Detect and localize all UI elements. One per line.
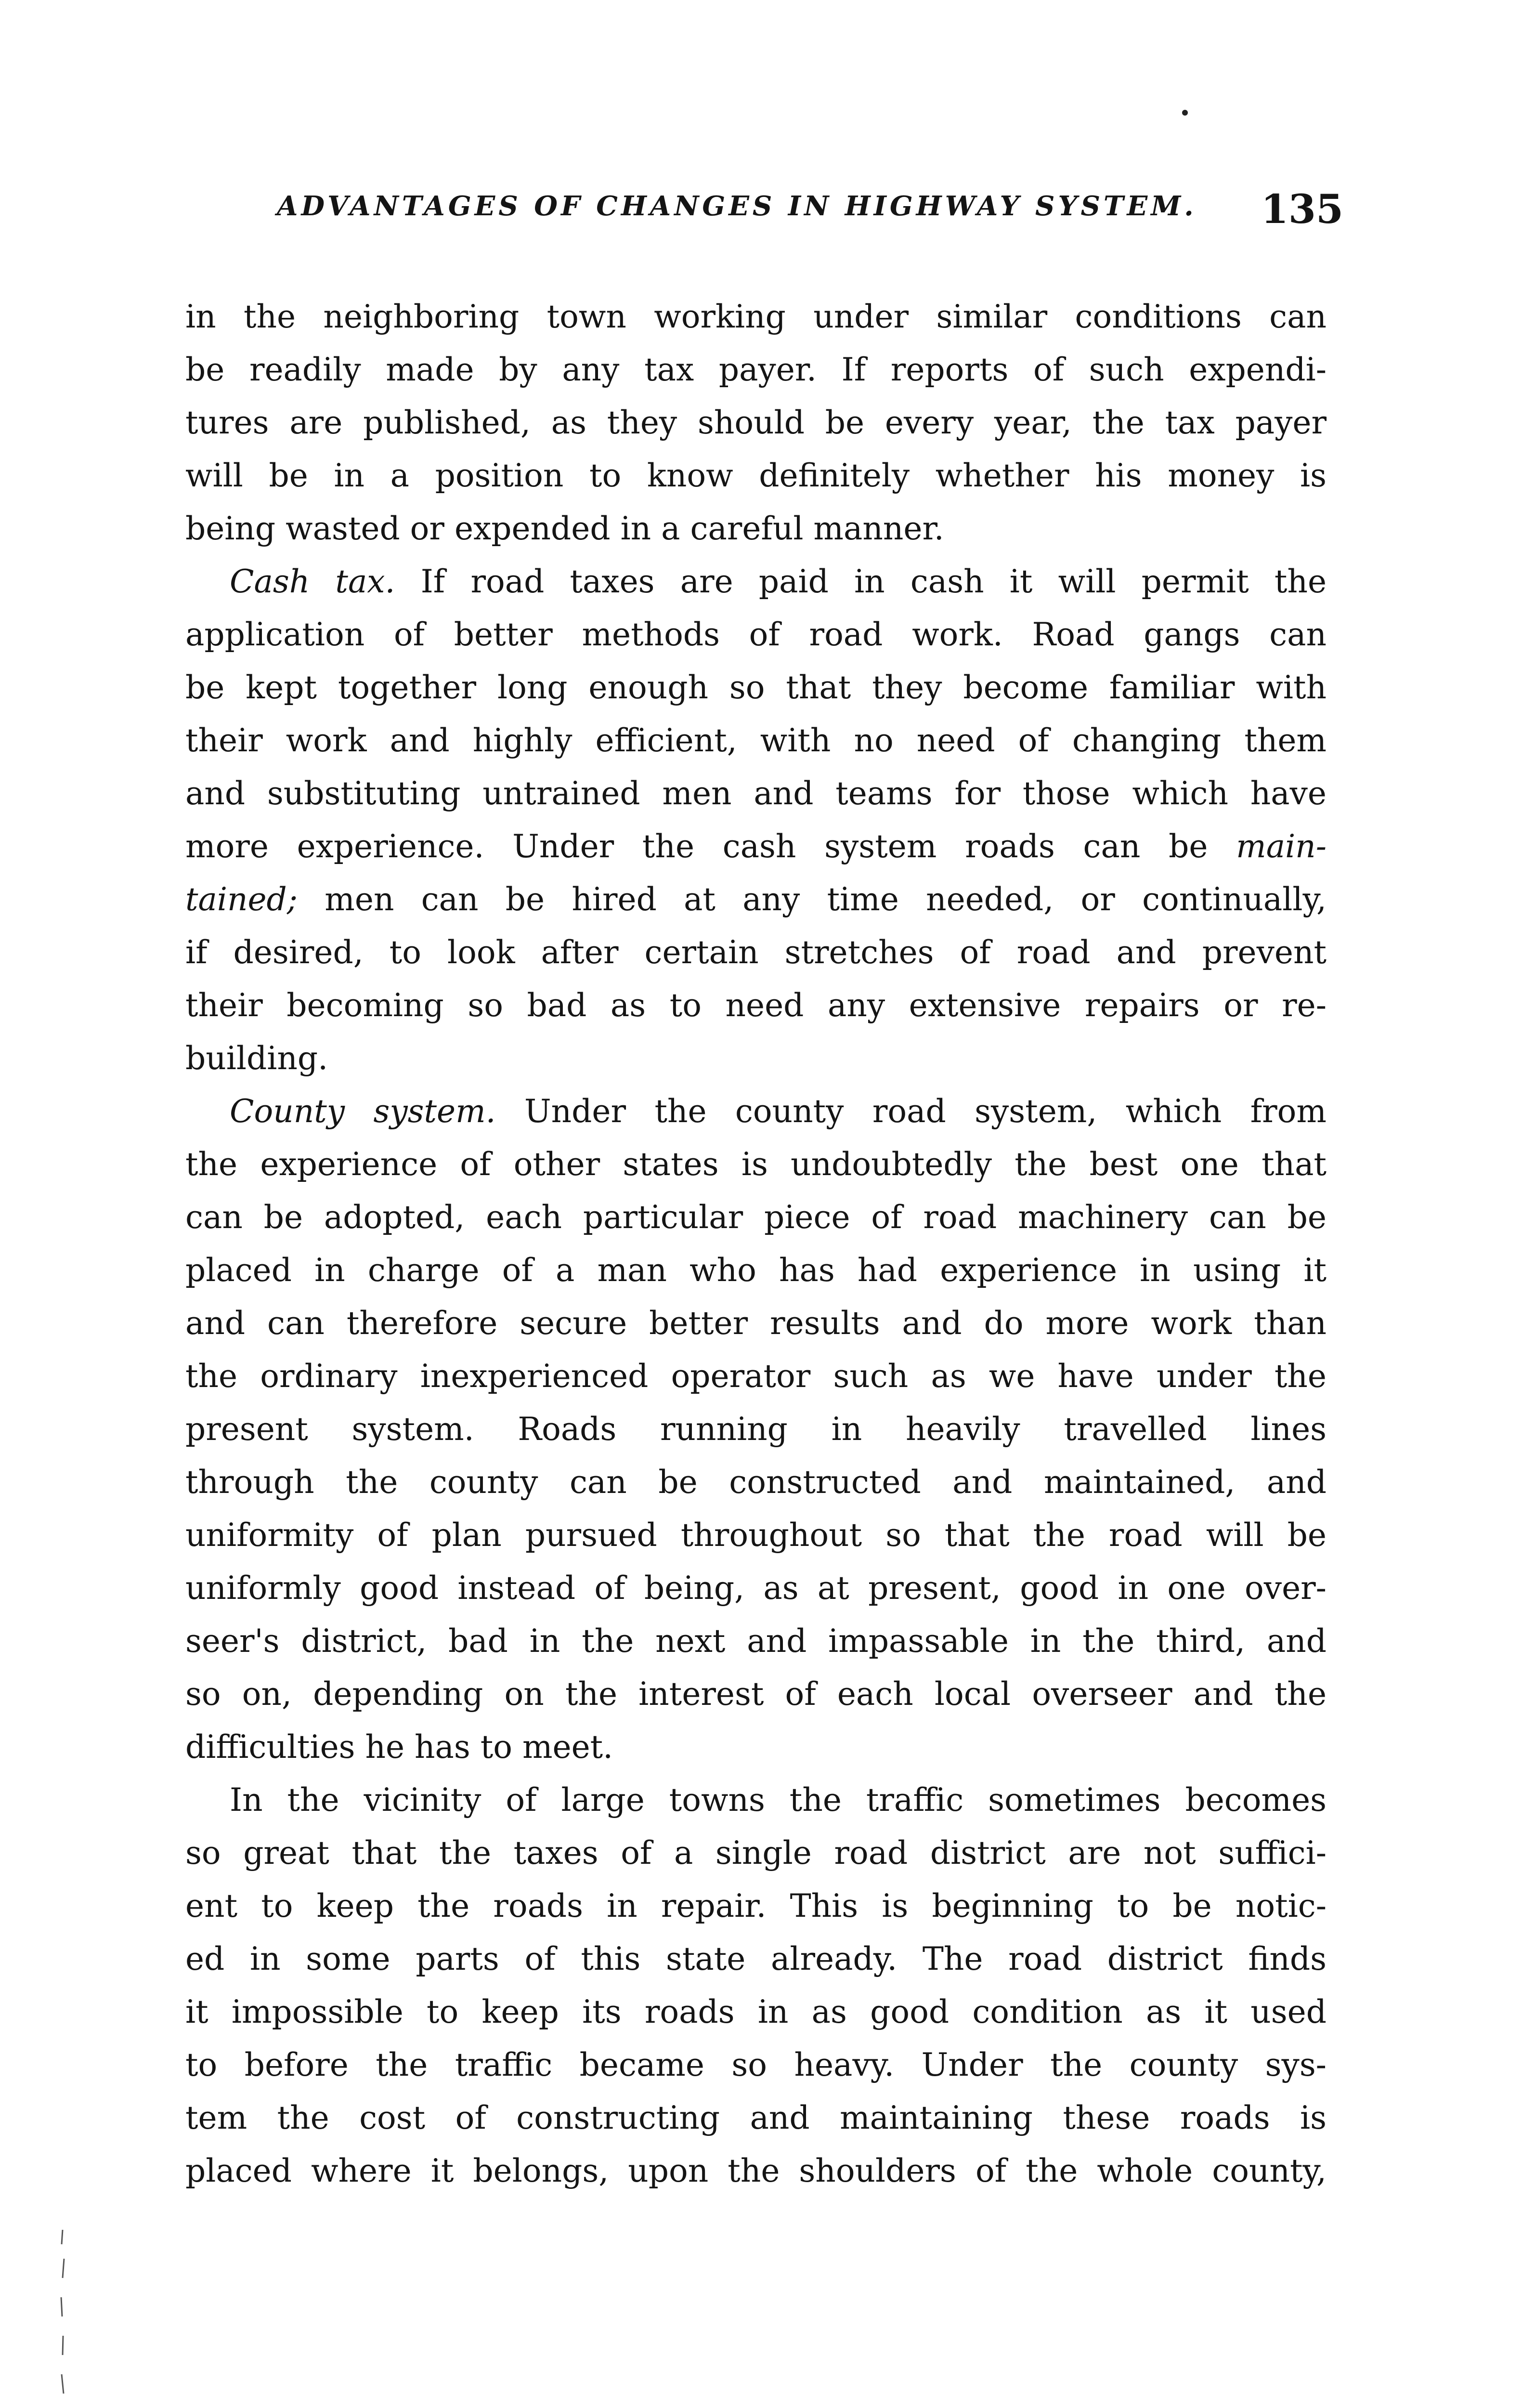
side-heading-county-system: County system. <box>230 1093 496 1130</box>
text-line: so great that the taxes of a single road district are not suffici- <box>185 1834 1327 1871</box>
text-fragment: Under the county road system, which from <box>524 1093 1327 1130</box>
text-line: if desired, to look after certain stretches of road and prevent <box>185 934 1327 971</box>
page-header <box>219 186 1343 243</box>
text-line: uniformly good instead of being, as at present, good in one over- <box>185 1570 1327 1607</box>
page-number: 135 <box>1261 186 1343 233</box>
text-line: ed in some parts of this state already. The road district finds <box>185 1940 1327 1977</box>
text-line <box>185 1085 1327 1138</box>
italic-word: tained; <box>185 881 298 918</box>
text-line <box>185 873 1327 926</box>
text-fragment: more experience. Under the cash system roads can be <box>185 828 1208 865</box>
text-line: ent to keep the roads in repair. This is beginning to be notic- <box>185 1887 1327 1924</box>
text-line: tures are published, as they should be every year, the tax payer <box>185 404 1327 441</box>
text-line: present system. Roads running in heavily travelled lines <box>185 1411 1327 1448</box>
text-line: being wasted or expended in a careful manner. <box>185 510 944 547</box>
text-line: it impossible to keep its roads in as good condition as it used <box>185 1993 1327 2030</box>
text-line: building. <box>185 1040 328 1077</box>
text-line: placed where it belongs, upon the shoulders of the whole county, <box>185 2152 1327 2189</box>
text-line: in the neighboring town working under similar conditions can <box>185 298 1327 335</box>
text-line: will be in a position to know definitely whether his money is <box>185 457 1327 494</box>
text-line: seer's district, bad in the next and impassable in the third, and <box>185 1623 1327 1660</box>
text-line: can be adopted, each particular piece of road machinery can be <box>185 1199 1327 1236</box>
body-text <box>185 290 1327 2198</box>
text-fragment: men can be hired at any time needed, or continually, <box>325 881 1327 918</box>
text-line: to before the traffic became so heavy. Under the county sys- <box>185 2046 1327 2083</box>
text-line: their becoming so bad as to need any extensive repairs or re- <box>185 987 1327 1024</box>
text-line: tem the cost of constructing and maintaining these roads is <box>185 2099 1327 2136</box>
text-line: uniformity of plan pursued throughout so that the road will be <box>185 1517 1327 1554</box>
text-fragment: If road taxes are paid in cash it will permit the <box>420 563 1327 600</box>
side-heading-cash-tax: Cash tax. <box>230 563 395 600</box>
text-line <box>185 820 1327 873</box>
text-line: difficulties he has to meet. <box>185 1728 613 1766</box>
running-title: ADVANTAGES OF CHANGES IN HIGHWAY SYSTEM. <box>277 190 1197 222</box>
text-line: the ordinary inexperienced operator such as we have under the <box>185 1358 1327 1395</box>
italic-word: main- <box>1236 828 1327 865</box>
text-line: the experience of other states is undoubtedly the best one that <box>185 1146 1327 1183</box>
text-line: be kept together long enough so that they become familiar with <box>185 669 1327 706</box>
text-line: their work and highly efficient, with no need of changing them <box>185 722 1327 759</box>
text-line: application of better methods of road work. Road gangs can <box>185 616 1327 653</box>
speck-mark <box>1182 110 1188 116</box>
text-line: and can therefore secure better results and do more work than <box>185 1305 1327 1342</box>
text-line: placed in charge of a man who has had experience in using it <box>185 1252 1327 1289</box>
text-line: be readily made by any tax payer. If reports of such expendi- <box>185 351 1327 388</box>
text-line: through the county can be constructed and maintained, and <box>185 1464 1327 1501</box>
binding-edge-marks <box>48 2225 77 2408</box>
text-line: In the vicinity of large towns the traffic sometimes becomes <box>230 1781 1327 1819</box>
text-line: so on, depending on the interest of each local overseer and the <box>185 1675 1327 1713</box>
text-line <box>185 555 1327 608</box>
text-line: and substituting untrained men and teams for those which have <box>185 775 1327 812</box>
